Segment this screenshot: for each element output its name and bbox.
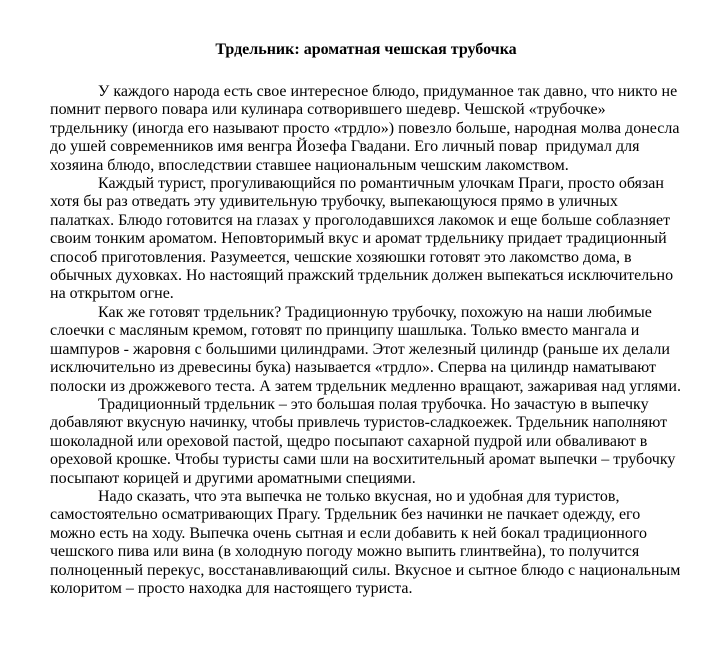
paragraph-convenience-conclusion: Надо сказать, что эта выпечка не только вкусная, но и удобная для туристов, самостоятельно осматривающих Прагу. Трдельник без начинки не пачкает одежду, его можно есть на ходу. Выпечка очень сытная и если добавить к ней бокал традиционного чешского пива или вина (в холодную погоду можно выпить глинтвейна), то получится полноценный перекус, восстанавливающий силы. Вкусное и сытное блюдо с национальным колоритом – просто находка для настоящего туриста.	[50, 487, 685, 597]
paragraph-tourist-experience: Каждый турист, прогуливающийся по романтичным улочкам Праги, просто обязан хотя бы раз отведать эту удивительную трубочку, выпекающуюся прямо в уличных палатках. Блюдо готовится на глазах у проголодавшихся лакомок и еще больше соблазняет своим тонким ароматом. Неповторимый вкус и аромат трдельнику придает традиционный способ приготовления. Разумеется, чешские хозяюшки готовят это лакомство дома, в обычных духовках. Но настоящий пражский трдельник должен выпекаться исключительно на открытом огне.	[50, 175, 678, 303]
paragraph-fillings: Традиционный трдельник – это большая полая трубочка. Но зачастую в выпечку добавляют вкусную начинку, чтобы привлечь туристов-сладкоежек. Трдельник наполняют шоколадной или ореховой пастой, щедро посыпают сахарной пудрой или обваливают в ореховой крошке. Чтобы туристы сами шли на восхитительный аромат выпечки – трубочку посыпают корицей и другими ароматными специями.	[50, 395, 680, 487]
document-title: Трдельник: ароматная чешская трубочка	[215, 41, 517, 58]
paragraph-cooking-method: Как же готовят трдельник? Традиционную трубочку, похожую на наши любимые слоечки с масляным кремом, готовят по принципу шашлыка. Только вместо мангала и шампуров - жаровня с большими цилиндрами. Этот железный цилиндр (раньше их делали исключительно из древесины бука) называется «трдло». Сперва на цилиндр наматывают полоски из дрожжевого теста. А затем трдельник медленно вращают, зажаривая над углями.	[50, 303, 681, 395]
paragraph-origin-history: У каждого народа есть свое интересное блюдо, придуманное так давно, что никто не помнит первого повара или кулинара сотворившего шедевр. Чешской «трубочке» трдельнику (иногда его называют просто «трдло») повезло больше, народная молва донесла до ушей современников имя венгра Йозефа Гвадани. Его личный повар придумал для хозяина блюдо, впоследствии ставшее национальным чешским лакомством.	[50, 83, 684, 174]
